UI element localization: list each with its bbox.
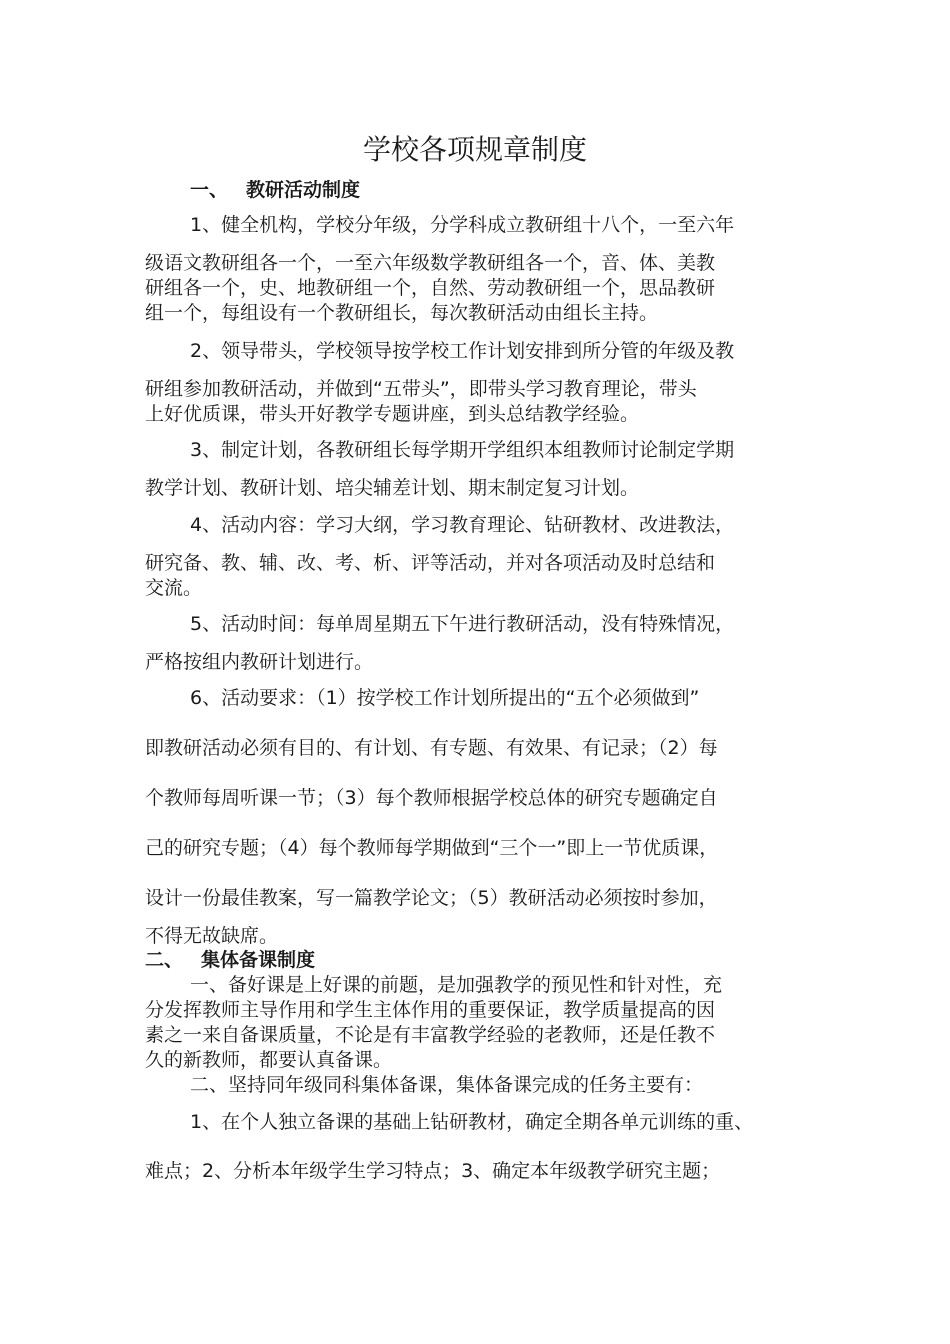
paragraph-line: 研组参加教研活动，并做到“五带头”，即带头学习教育理论，带头 — [145, 378, 697, 400]
paragraph-line: 上好优质课，带头开好教学专题讲座，到头总结教学经验。 — [145, 403, 640, 425]
paragraph-line: 研究备、教、辅、改、考、析、评等活动，并对各项活动及时总结和 — [145, 552, 716, 574]
section-heading-1 — [190, 177, 360, 203]
paragraph-line: 1、健全机构，学校分年级，分学科成立教研组十八个，一至六年 — [190, 214, 735, 236]
paragraph-line: 4、活动内容：学习大纲，学习教育理论、钻研教材、改进教法， — [190, 514, 735, 536]
section-number: 一、 — [190, 179, 229, 201]
paragraph-line: 二、坚持同年级同科集体备课，集体备课完成的任务主要有： — [190, 1074, 704, 1096]
paragraph-line: 难点；2、分析本年级学生学习特点；3、确定本年级教学研究主题； — [145, 1160, 721, 1182]
paragraph-line: 严格按组内教研计划进行。 — [145, 651, 374, 673]
page-title: 学校各项规章制度 — [362, 133, 587, 166]
section-title: 集体备课制度 — [201, 949, 316, 971]
paragraph-line: 组一个，每组设有一个教研组长，每次教研活动由组长主持。 — [145, 302, 659, 324]
paragraph-line: 3、制定计划，各教研组长每学期开学组织本组教师讨论制定学期 — [190, 439, 735, 461]
paragraph-line: 1、在个人独立备课的基础上钻研教材，确定全期各单元训练的重、 — [190, 1111, 754, 1133]
paragraph-line: 素之一来自备课质量，不论是有丰富教学经验的老教师，还是任教不 — [145, 1024, 716, 1046]
section-title: 教研活动制度 — [246, 179, 361, 201]
section-number: 二、 — [145, 949, 184, 971]
paragraph-line: 分发挥教师主导作用和学生主体作用的重要保证，教学质量提高的因 — [145, 999, 716, 1021]
paragraph-line: 己的研究专题；（4）每个教师每学期做到“三个一”即上一节优质课， — [145, 837, 719, 859]
paragraph-line: 5、活动时间：每单周星期五下午进行教研活动，没有特殊情况， — [190, 613, 735, 635]
paragraph-line: 一、备好课是上好课的前题，是加强教学的预见性和针对性，充 — [190, 974, 723, 996]
paragraph-line: 设计一份最佳教案，写一篇教学论文；（5）教研活动必须按时参加， — [145, 887, 718, 909]
paragraph-line: 不得无故缺席。 — [145, 925, 279, 947]
paragraph-line: 6、活动要求：（1）按学校工作计划所提出的“五个必须做到” — [190, 687, 700, 709]
paragraph-line: 个教师每周听课一节；（3）每个教师根据学校总体的研究专题确定自 — [145, 787, 718, 809]
section-heading-2 — [145, 947, 315, 973]
paragraph-line: 久的新教师，都要认真备课。 — [145, 1049, 393, 1071]
paragraph-line: 教学计划、教研计划、培尖辅差计划、期末制定复习计划。 — [145, 477, 640, 499]
paragraph-line: 2、领导带头，学校领导按学校工作计划安排到所分管的年级及教 — [190, 340, 735, 362]
paragraph-line: 即教研活动必须有目的、有计划、有专题、有效果、有记录；（2）每 — [145, 737, 718, 759]
paragraph-line: 交流。 — [145, 577, 203, 599]
paragraph-line: 级语文教研组各一个，一至六年级数学教研组各一个，音、体、美教 — [145, 252, 716, 274]
paragraph-line: 研组各一个，史、地教研组一个，自然、劳动教研组一个，思品教研 — [145, 277, 716, 299]
